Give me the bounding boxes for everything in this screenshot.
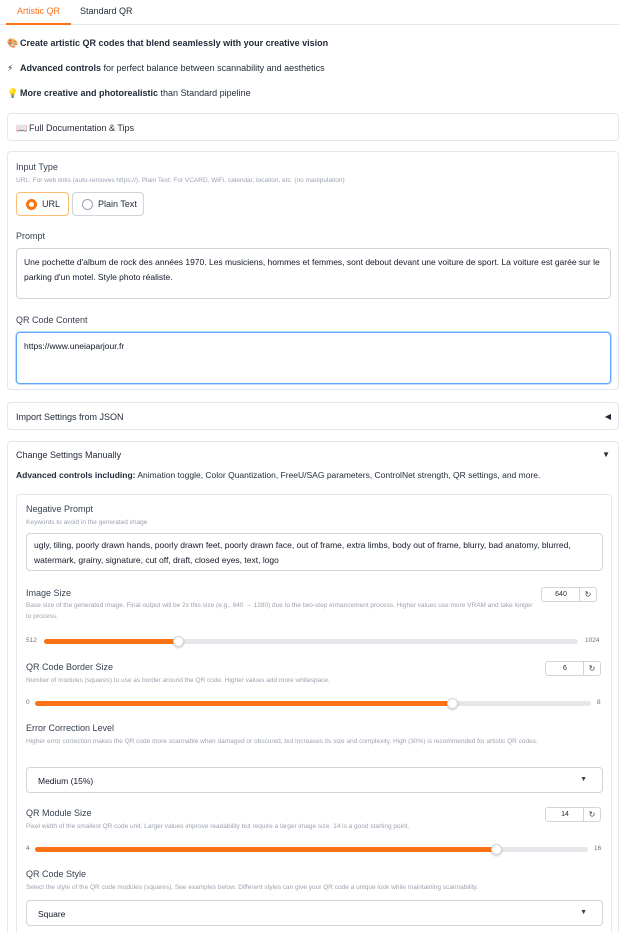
module-size-max: 16 bbox=[594, 845, 602, 852]
image-size-number-input[interactable]: 640 ↻ bbox=[541, 587, 597, 602]
image-size-slider[interactable] bbox=[44, 639, 578, 644]
image-size-slider-fill bbox=[44, 639, 178, 644]
qr-style-value: Square bbox=[38, 909, 66, 919]
tab-bar bbox=[0, 0, 619, 25]
chevron-down-icon: ▼ bbox=[580, 776, 587, 783]
docs-accordion[interactable] bbox=[7, 113, 619, 141]
tab-standard-qr[interactable]: Standard QR bbox=[80, 6, 133, 16]
prompt-input[interactable]: Une pochette d'album de rock des années 1970. Les musiciens, hommes et femmes, sont debout devant une voiture de sport. La voiture est garée sur le parking d'un motel. Style photo réaliste. bbox=[16, 248, 611, 299]
expanded-arrow-icon[interactable]: ▼ bbox=[602, 450, 610, 459]
book-icon: 📖 bbox=[16, 123, 28, 133]
border-size-number-input[interactable]: 6 ↻ bbox=[545, 661, 601, 676]
qr-style-hint: Select the style of the QR code modules (squares). See examples below. Different styles can give your QR code a unique look while maintaining scannability. bbox=[26, 884, 479, 891]
border-size-label: QR Code Border Size bbox=[26, 662, 114, 672]
feature-line-3 bbox=[7, 88, 251, 99]
tab-artistic-qr[interactable]: Artistic QR bbox=[17, 6, 61, 16]
radio-url[interactable] bbox=[16, 192, 69, 216]
module-size-slider[interactable] bbox=[35, 847, 588, 852]
qr-style-label: QR Code Style bbox=[26, 869, 87, 879]
input-type-label: Input Type bbox=[16, 162, 58, 172]
feature-2-text: for perfect balance between scannability and aesthetics bbox=[101, 63, 325, 73]
feature-3-bold: More creative and photorealistic bbox=[20, 88, 159, 98]
image-size-max: 1024 bbox=[585, 637, 600, 644]
feature-3-text: than Standard pipeline bbox=[158, 88, 251, 98]
import-settings-title: Import Settings from JSON bbox=[16, 412, 124, 422]
negative-prompt-input[interactable]: ugly, tiling, poorly drawn hands, poorly drawn feet, poorly drawn face, out of frame, extra limbs, body out of frame, blurry, bad anatomy, blurred, watermark, grainy, signature, cut off, draft, closed eyes, text, logo bbox=[26, 533, 603, 571]
lightning-icon: ⚡ bbox=[7, 63, 14, 73]
border-size-slider-thumb[interactable] bbox=[447, 698, 458, 709]
error-correction-label: Error Correction Level bbox=[26, 723, 115, 733]
radio-url-label: URL bbox=[42, 199, 61, 209]
error-correction-value: Medium (15%) bbox=[38, 776, 94, 786]
image-size-hint: Base size of the generated image. Final output will be 2x this size (e.g., 640 → 1280) due to the two-step enhancement process. Higher values use more VRAM and take longer to process. bbox=[26, 602, 533, 620]
input-type-hint: URL: For web links (auto-removes https://). Plain Text: For VCARD, WiFi, calendar, location, etc. (no manipulation) bbox=[16, 177, 345, 184]
module-size-reset-icon[interactable]: ↻ bbox=[583, 808, 600, 821]
feature-2-bold: Advanced controls bbox=[20, 63, 102, 73]
border-size-max: 8 bbox=[597, 699, 601, 706]
radio-url-dot bbox=[26, 199, 37, 210]
module-size-min: 4 bbox=[26, 845, 30, 852]
image-size-min: 512 bbox=[26, 637, 37, 644]
border-size-slider-fill bbox=[35, 701, 452, 706]
negative-prompt-hint: Keywords to avoid in the generated image bbox=[26, 519, 148, 526]
border-size-slider[interactable] bbox=[35, 701, 591, 706]
image-size-slider-thumb[interactable] bbox=[173, 636, 184, 647]
border-size-hint: Number of modules (squares) to use as border around the QR code. Higher values add more whitespace. bbox=[26, 677, 330, 684]
module-size-hint: Pixel width of the smallest QR code unit. Larger values improve readability but require a larger image size. 14 is a good starting point. bbox=[26, 823, 410, 830]
feature-line-1 bbox=[7, 38, 328, 49]
docs-title: 📖 Full Documentation & Tips bbox=[16, 123, 135, 133]
palette-icon: 🎨 bbox=[7, 38, 19, 48]
feature-line-2 bbox=[7, 63, 325, 74]
lightbulb-icon: 💡 bbox=[7, 88, 19, 98]
module-size-slider-fill bbox=[35, 847, 496, 852]
error-correction-hint: Higher error correction makes the QR code more scannable when damaged or obscured, but increases its size and complexity. High (30%) is recommended for artistic QR codes. bbox=[26, 738, 538, 745]
qr-content-label: QR Code Content bbox=[16, 315, 88, 325]
radio-plain-text[interactable] bbox=[72, 192, 144, 216]
settings-inner-panel bbox=[16, 494, 612, 932]
module-size-number-input[interactable]: 14 ↻ bbox=[545, 807, 601, 822]
chevron-down-icon: ▼ bbox=[580, 909, 587, 916]
import-settings-accordion[interactable] bbox=[7, 402, 619, 430]
module-size-slider-thumb[interactable] bbox=[491, 844, 502, 855]
module-size-label: QR Module Size bbox=[26, 808, 92, 818]
manual-settings-accordion bbox=[7, 441, 619, 932]
manual-settings-description: Advanced controls including: Animation toggle, Color Quantization, FreeU/SAG parameters, ControlNet strength, QR settings, and more. bbox=[16, 470, 541, 480]
negative-prompt-label: Negative Prompt bbox=[26, 504, 94, 514]
feature-1-bold: Create artistic QR codes that blend seamlessly with your creative vision bbox=[20, 38, 329, 48]
error-correction-select[interactable] bbox=[26, 767, 603, 793]
border-size-min: 0 bbox=[26, 699, 30, 706]
collapsed-arrow-icon: ◀ bbox=[604, 412, 611, 421]
border-size-reset-icon[interactable]: ↻ bbox=[583, 662, 600, 675]
radio-plain-text-label: Plain Text bbox=[98, 199, 137, 209]
active-tab-indicator bbox=[6, 23, 71, 25]
qr-content-input[interactable]: https://www.uneiaparjour.fr bbox=[16, 332, 611, 384]
input-panel bbox=[7, 151, 619, 390]
manual-settings-title[interactable]: Change Settings Manually bbox=[16, 450, 122, 460]
prompt-label: Prompt bbox=[16, 231, 46, 241]
radio-plain-text-dot bbox=[82, 199, 93, 210]
qr-style-select[interactable] bbox=[26, 900, 603, 926]
image-size-label: Image Size bbox=[26, 588, 72, 598]
image-size-reset-icon[interactable]: ↻ bbox=[579, 588, 596, 601]
